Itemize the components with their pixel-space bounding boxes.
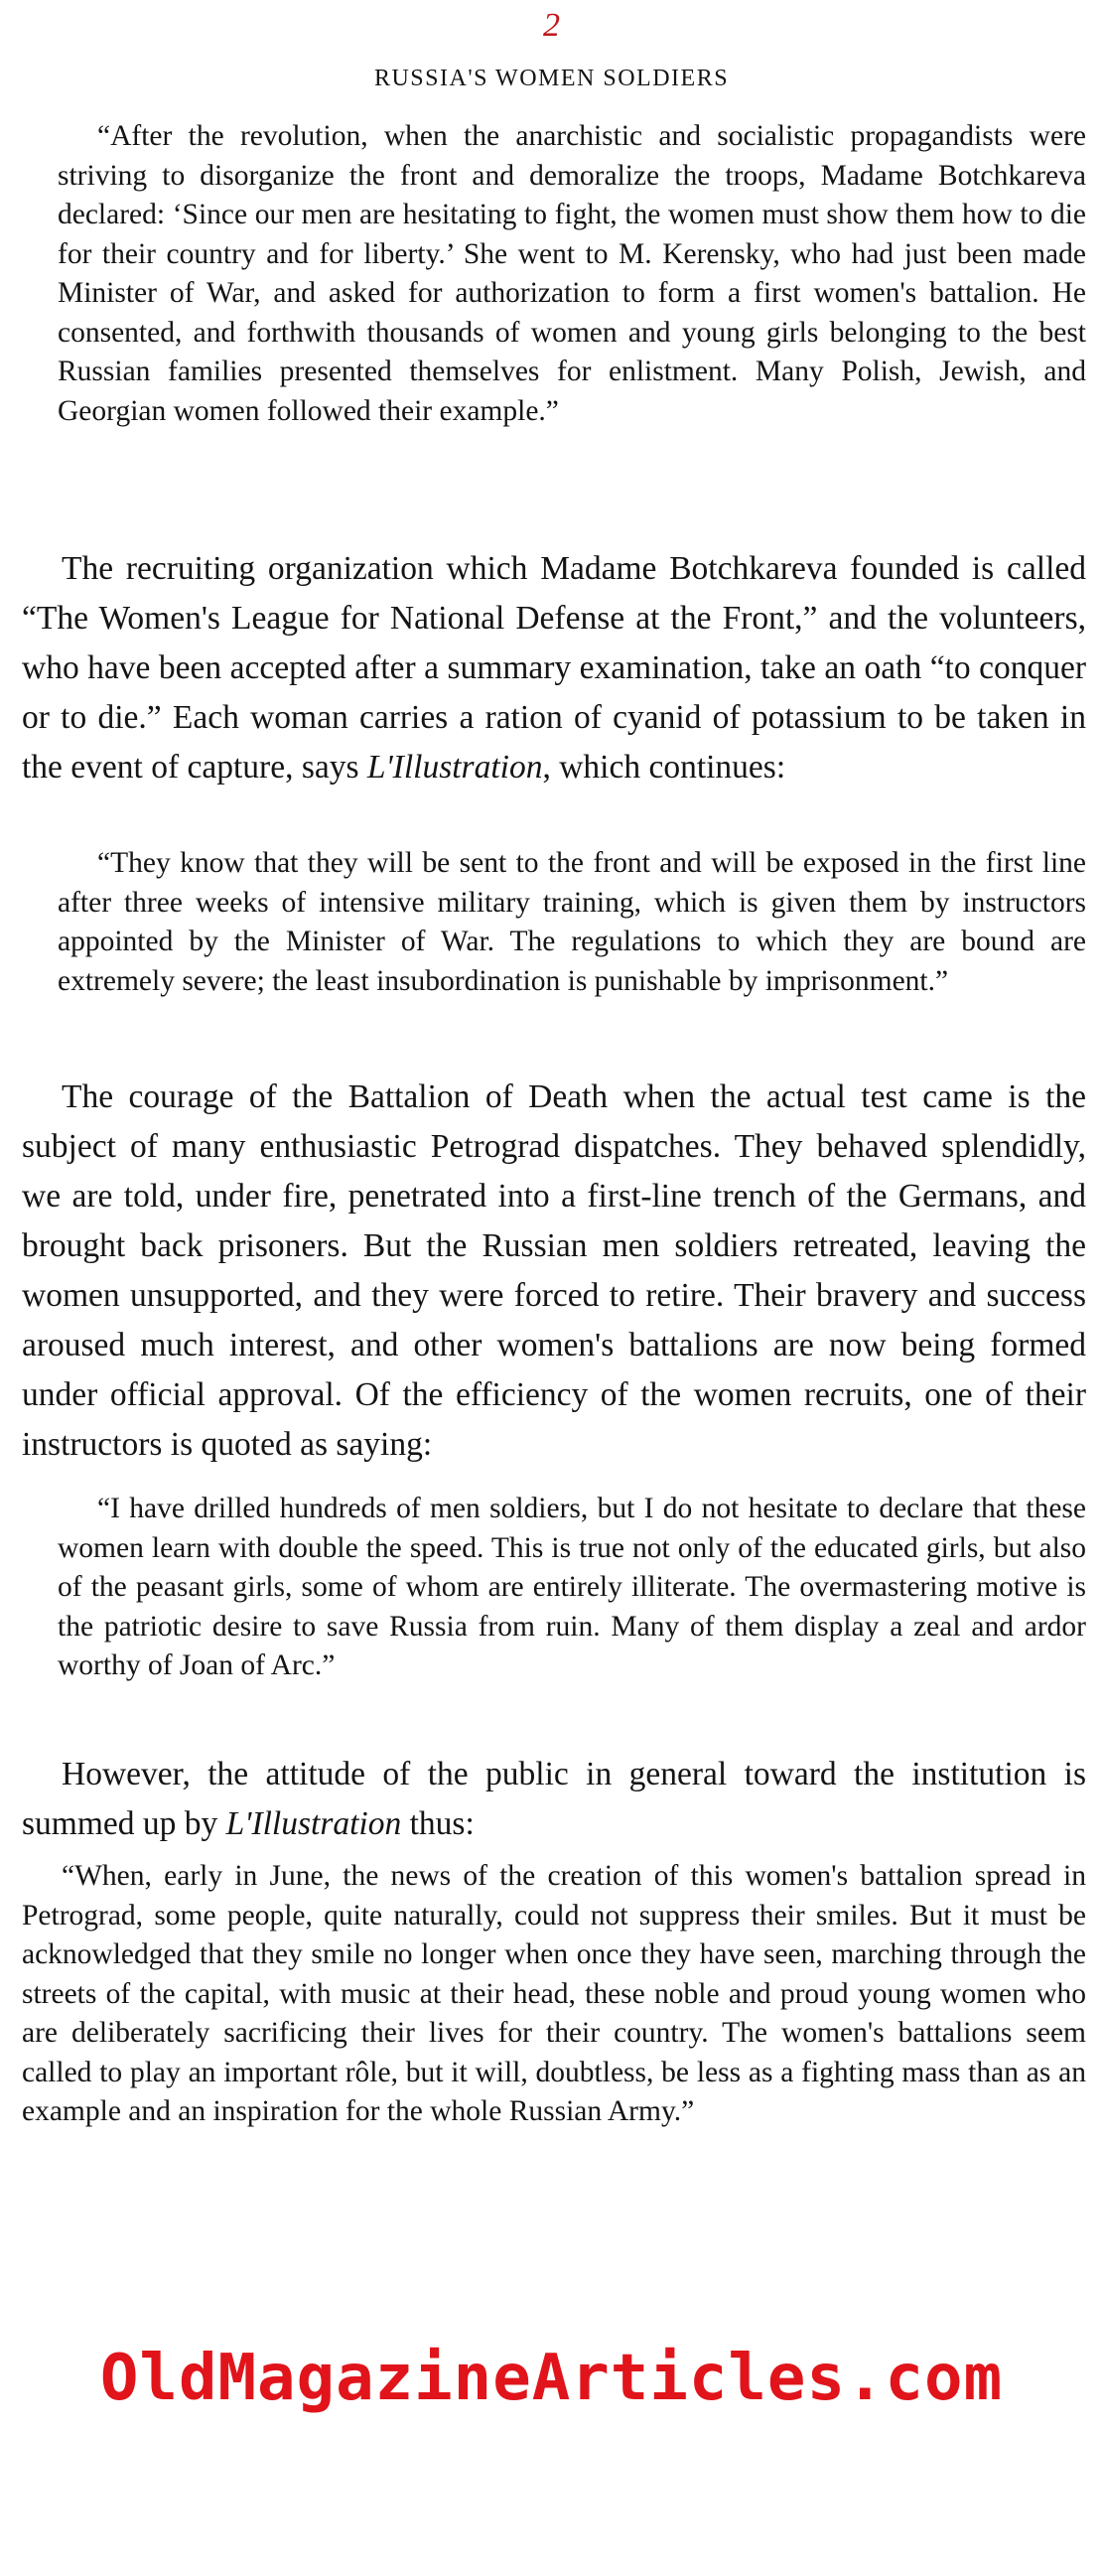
paragraph-battalion-courage: The courage of the Battalion of Death when the actual test came is the subject of many enthusiastic Petrograd dispatches. They behaved splendidly, we are told, under fire, penetrated into a first-line trench of the Germans, and brought back prisoners. But the Russian men soldiers retreated, leaving the women unsupported, and they were forced to retire. Their bravery and success aroused much interest, and other women's battalions are now being formed under official approval. Of the efficiency of the women recruits, one of their instructors is quoted as saying: [22, 1078, 1086, 1463]
site-watermark: OldMagazineArticles.com [99, 2342, 1004, 2415]
quote-training-regulations: “They know that they will be sent to the front and will be exposed in the first line after three weeks of intensive military training, which is given them by instructors appointed by the Minister of War. The regulations to which they are bound are extremely severe; the least insubordination is punishable by imprisonment.” [58, 847, 1086, 997]
paragraph-text: The recruiting organization which Madame Botchkareva founded is called “The Women's League for National Defense at the Front,” and the volunteers, who have been accepted after a summary examination, take an oath “to conquer or to die.” Each woman carries a ration of cyanid of potassium to be taken in the event of capture, says [22, 550, 1086, 786]
quote-instructor: “I have drilled hundreds of men soldiers, but I do not hesitate to declare that these women learn with double the speed. This is true not only of the educated girls, but also of the peasant girls, some of whom are entirely illiterate. The overmastering motive is the patriotic desire to save Russia from ruin. Many of them display a zeal and ardor worthy of Joan of Arc.” [58, 1493, 1086, 1681]
source-citation: L'Illustration [225, 1805, 402, 1842]
paragraph-public-attitude [22, 1750, 1086, 1849]
paragraph-text: thus: [401, 1805, 475, 1842]
page-number: 2 [543, 7, 560, 44]
quote-botchkareva-declaration: “After the revolution, when the anarchistic and socialistic propagandists were striving to disorganize the front and demoralize the troops, Madame Botchkareva declared: ‘Since our men are hesitating to fight, the women must show them how to die for their country and for liberty.’ She went to M. Kerensky, who had just been made Minister of War, and asked for authorization to form a first women's battalion. He consented, and forthwith thousands of women and young girls belonging to the best Russian families presented themselves for enlistment. Many Polish, Jewish, and Georgian women followed their example.” [58, 120, 1086, 427]
running-head: RUSSIA'S WOMEN SOLDIERS [373, 66, 730, 91]
paragraph-text: However, the attitude of the public in general toward the institution is summed up by [22, 1756, 1086, 1842]
source-citation: L'Illustration [366, 749, 543, 786]
quote-petrograd-smiles: “When, early in June, the news of the creation of this women's battalion spread in Petrograd, some people, quite naturally, could not suppress their smiles. But it must be acknowledged that they smile no longer when once they have seen, marching through the streets of the capital, with music at their head, these noble and proud young women who are deliberately sacrificing their lives for their country. The women's battalions seem called to play an important rôle, but it will, doubtless, be less as a fighting mass than as an example and an inspiration for the whole Russian Army.” [22, 1860, 1086, 2127]
paragraph-text: , which continues: [542, 749, 786, 786]
paragraph-recruiting-organization [22, 544, 1086, 792]
